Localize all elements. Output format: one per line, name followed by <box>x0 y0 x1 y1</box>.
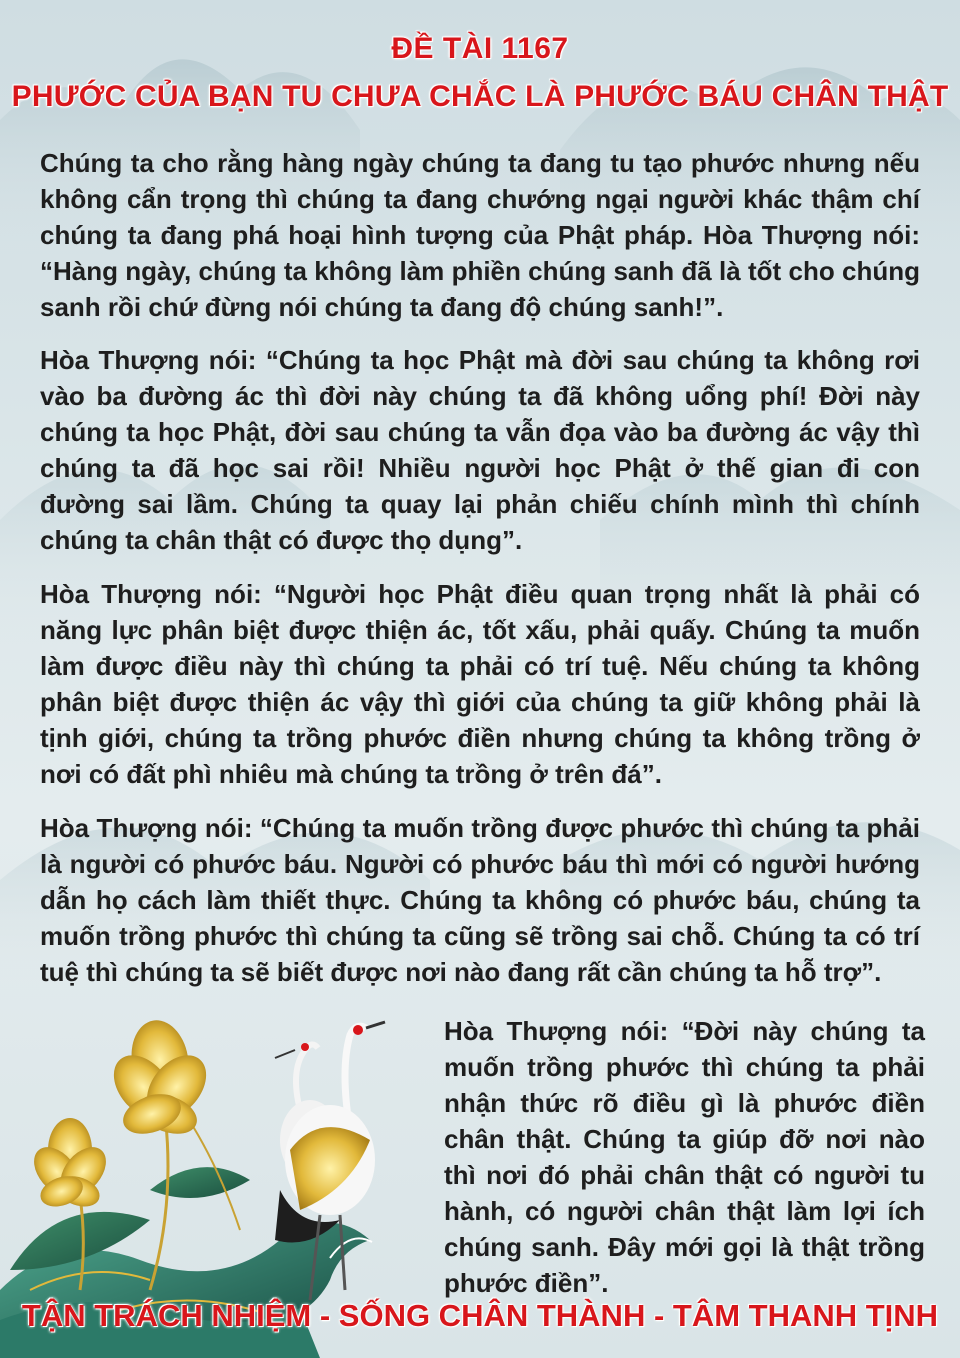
topic-number: ĐỀ TÀI 1167 <box>391 32 569 65</box>
paragraph-5: Hòa Thượng nói: “Đời này chúng ta muốn trồng phước thì chúng ta phải nhận thức rõ điều gì là phước điền chân thật. Chúng ta giúp đỡ nơi nào thì nơi đó phải chân thật có người tu hành, có người chân thật làm lợi ích chúng sanh. Đây mới gọi là thật trồng phước điền”. <box>444 1016 925 1298</box>
paragraph-4: Hòa Thượng nói: “Chúng ta muốn trồng được phước thì chúng ta phải là người có phước báu. Người có phước báu thì mới có người hướng dẫn họ cách làm thiết thực. Chúng ta không có phước báu, chúng ta muốn trồng phước thì chúng ta cũng sẽ trồng sai chỗ. Chúng ta có trí tuệ thì chúng ta sẽ biết được nơi nào đang rất cần chúng ta hỗ trợ”. <box>40 813 920 987</box>
page-title: PHƯỚC CỦA BẠN TU CHƯA CHẮC LÀ PHƯỚC BÁU CHÂN THẬT <box>11 80 949 113</box>
golden-lotus-icon <box>102 1016 218 1141</box>
leaf-shape <box>150 1167 250 1198</box>
paragraph-1: Chúng ta cho rằng hàng ngày chúng ta đang tu tạo phước nhưng nếu không cẩn trọng thì chúng ta đang chướng ngại người khác thậm chí chúng ta đang phá hoại hình tượng của Phật pháp. Hòa Thượng nói: “Hàng ngày, chúng ta không làm phiền chúng sanh đã là tốt cho chúng sanh rồi chứ đừng nói chúng ta đang độ chúng sanh!”. <box>40 148 920 322</box>
golden-lotus-icon <box>25 1118 115 1212</box>
paragraph-3: Hòa Thượng nói: “Người học Phật điều quan trọng nhất là phải có năng lực phân biệt được thiện ác, tốt xấu, phải quấy. Chúng ta muốn làm được điều này thì chúng ta phải có trí tuệ. Nếu chúng ta không phân biệt được thiện ác vậy thì giới của chúng ta giữ không phải là tịnh giới, chúng ta trồng phước điền nhưng chúng ta không trồng ở nơi có đất phì nhiêu mà chúng ta trồng ở trên đá”. <box>40 579 920 789</box>
paragraph-2: Hòa Thượng nói: “Chúng ta học Phật mà đời sau chúng ta không rơi vào ba đường ác thì đời này chúng ta đã không uổng phí! Đời này chúng ta học Phật, đời sau chúng ta vẫn đọa vào ba đường ác vậy thì chúng ta đã học sai rồi! Nhiều người học Phật ở thế gian đi con đường sai lầm. Chúng ta quay lại phản chiếu chính mình thì chính chúng ta chân thật có được thọ dụng”. <box>40 345 920 555</box>
footer-slogan: TẬN TRÁCH NHIỆM - SỐNG CHÂN THÀNH - TÂM THANH TỊNH <box>21 1298 939 1333</box>
